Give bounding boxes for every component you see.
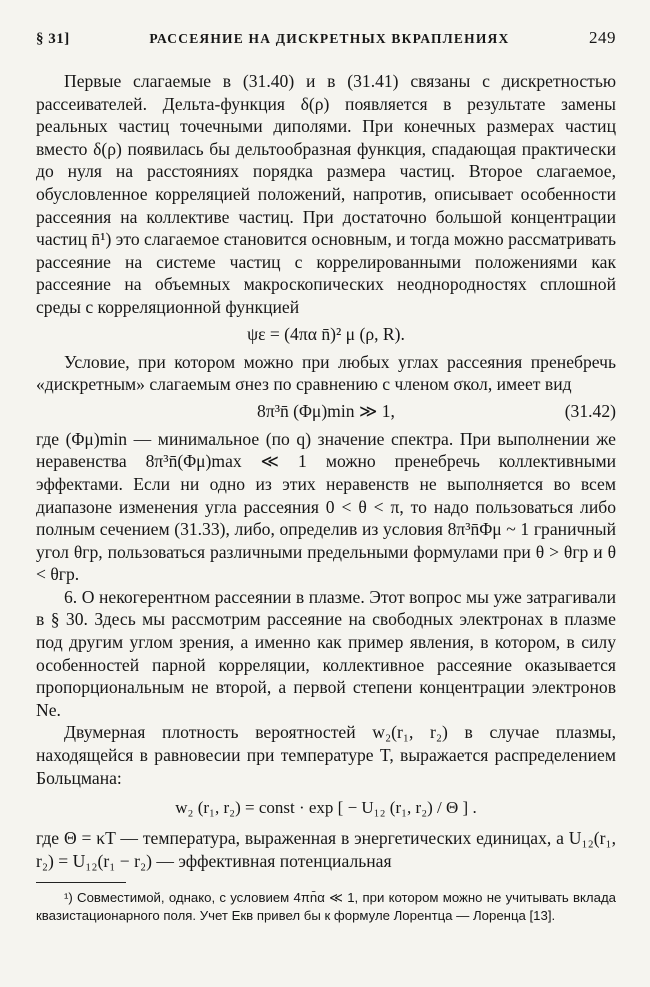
section-marker: § 31]	[36, 31, 70, 47]
footnote: ¹) Совместимой, однако, с условием 4πn̄α ≪ 1, при котором можно не учитывать вклада квазистационарного поля. Учет Eкв привел бы к формуле Лорентца — Лоренца [13].	[36, 890, 616, 923]
formula-psi: ψε = (4πα n̄)² μ (ρ, R).	[247, 323, 405, 344]
page-body	[36, 70, 616, 924]
paragraph-4-section-6: 6. О некогерентном рассеянии в плазме. Этот вопрос мы уже затрагивали в § 30. Здесь мы рассмотрим рассеяние на свободных электронах в плазме под другим углом зрения, а именно как пример явления, в котором, в силу особенностей парной корреляции, коллективное рассеяние оказывается пропорциональным не второй, а первой степени концентрации электронов Ne.	[36, 586, 616, 720]
paragraph-2: Условие, при котором можно при любых углах рассеяния пренебречь «дискретным» слагаемым σнез по сравнению с членом σкол, имеет вид	[36, 351, 616, 395]
footnote-rule	[36, 882, 126, 883]
formula-condition: 8π³n̄ (Φμ)min ≫ 1,	[257, 400, 395, 421]
running-head	[36, 28, 616, 56]
running-title: РАССЕЯНИЕ НА ДИСКРЕТНЫХ ВКРАПЛЕНИЯХ	[149, 31, 510, 46]
paragraph-6: где Θ = κT — температура, выраженная в энергетических единицах, а U₁₂(r₁, r₂) = U₁₂(r₁ − r₂) — эффективная потенциальная	[36, 828, 616, 871]
formula-31-42	[36, 400, 616, 422]
page-number: 249	[588, 28, 616, 47]
equation-number: (31.42)	[564, 400, 616, 421]
paragraph-1: Первые слагаемые в (31.40) и в (31.41) связаны с дискретностью рассеивателей. Дельта-функция δ(ρ) появляется в результате замены реальных частиц точечными диполями. При конечных размерах частиц вместо δ(ρ) появилась бы дельтообразная функция, спадающая практически до нуля на расстояниях порядка размера частиц. Второе слагаемое, обусловленное корреляцией положений, напротив, описывает особенности рассеяния на коллективе частиц. При достаточно большой концентрации частиц n̄¹) это слагаемое становится основным, и тогда можно рассматривать рассеяние на системе частиц с коррелированными положениями как рассеяние на объемных макроскопических неоднородностях сплошной среды с корреляционной функцией	[36, 71, 616, 317]
formula-boltzmann: w₂ (r₁, r₂) = const · exp [ − U₁₂ (r₁, r₂) / Θ ] .	[175, 798, 477, 818]
paragraph-3: где (Φμ)min — минимальное (по q) значение спектра. При выполнении же неравенства 8π³n̄(Φμ)max ≪ 1 можно пренебречь коллективными эффектами. Если ни одно из этих неравенств не выполняется во всем диапазоне изменения угла рассеяния 0 < θ < π, то надо пользоваться либо полным сечением (31.33), либо, определив из условия 8π³n̄Φμ ~ 1 граничный угол θгр, пользоваться различными предельными формулами при θ > θгр и θ < θгр.	[36, 428, 616, 585]
paragraph-5: Двумерная плотность вероятностей w₂(r₁, r₂) в случае плазмы, находящейся в равновесии при температуре T, выражается распределением Больцмана:	[36, 722, 616, 788]
